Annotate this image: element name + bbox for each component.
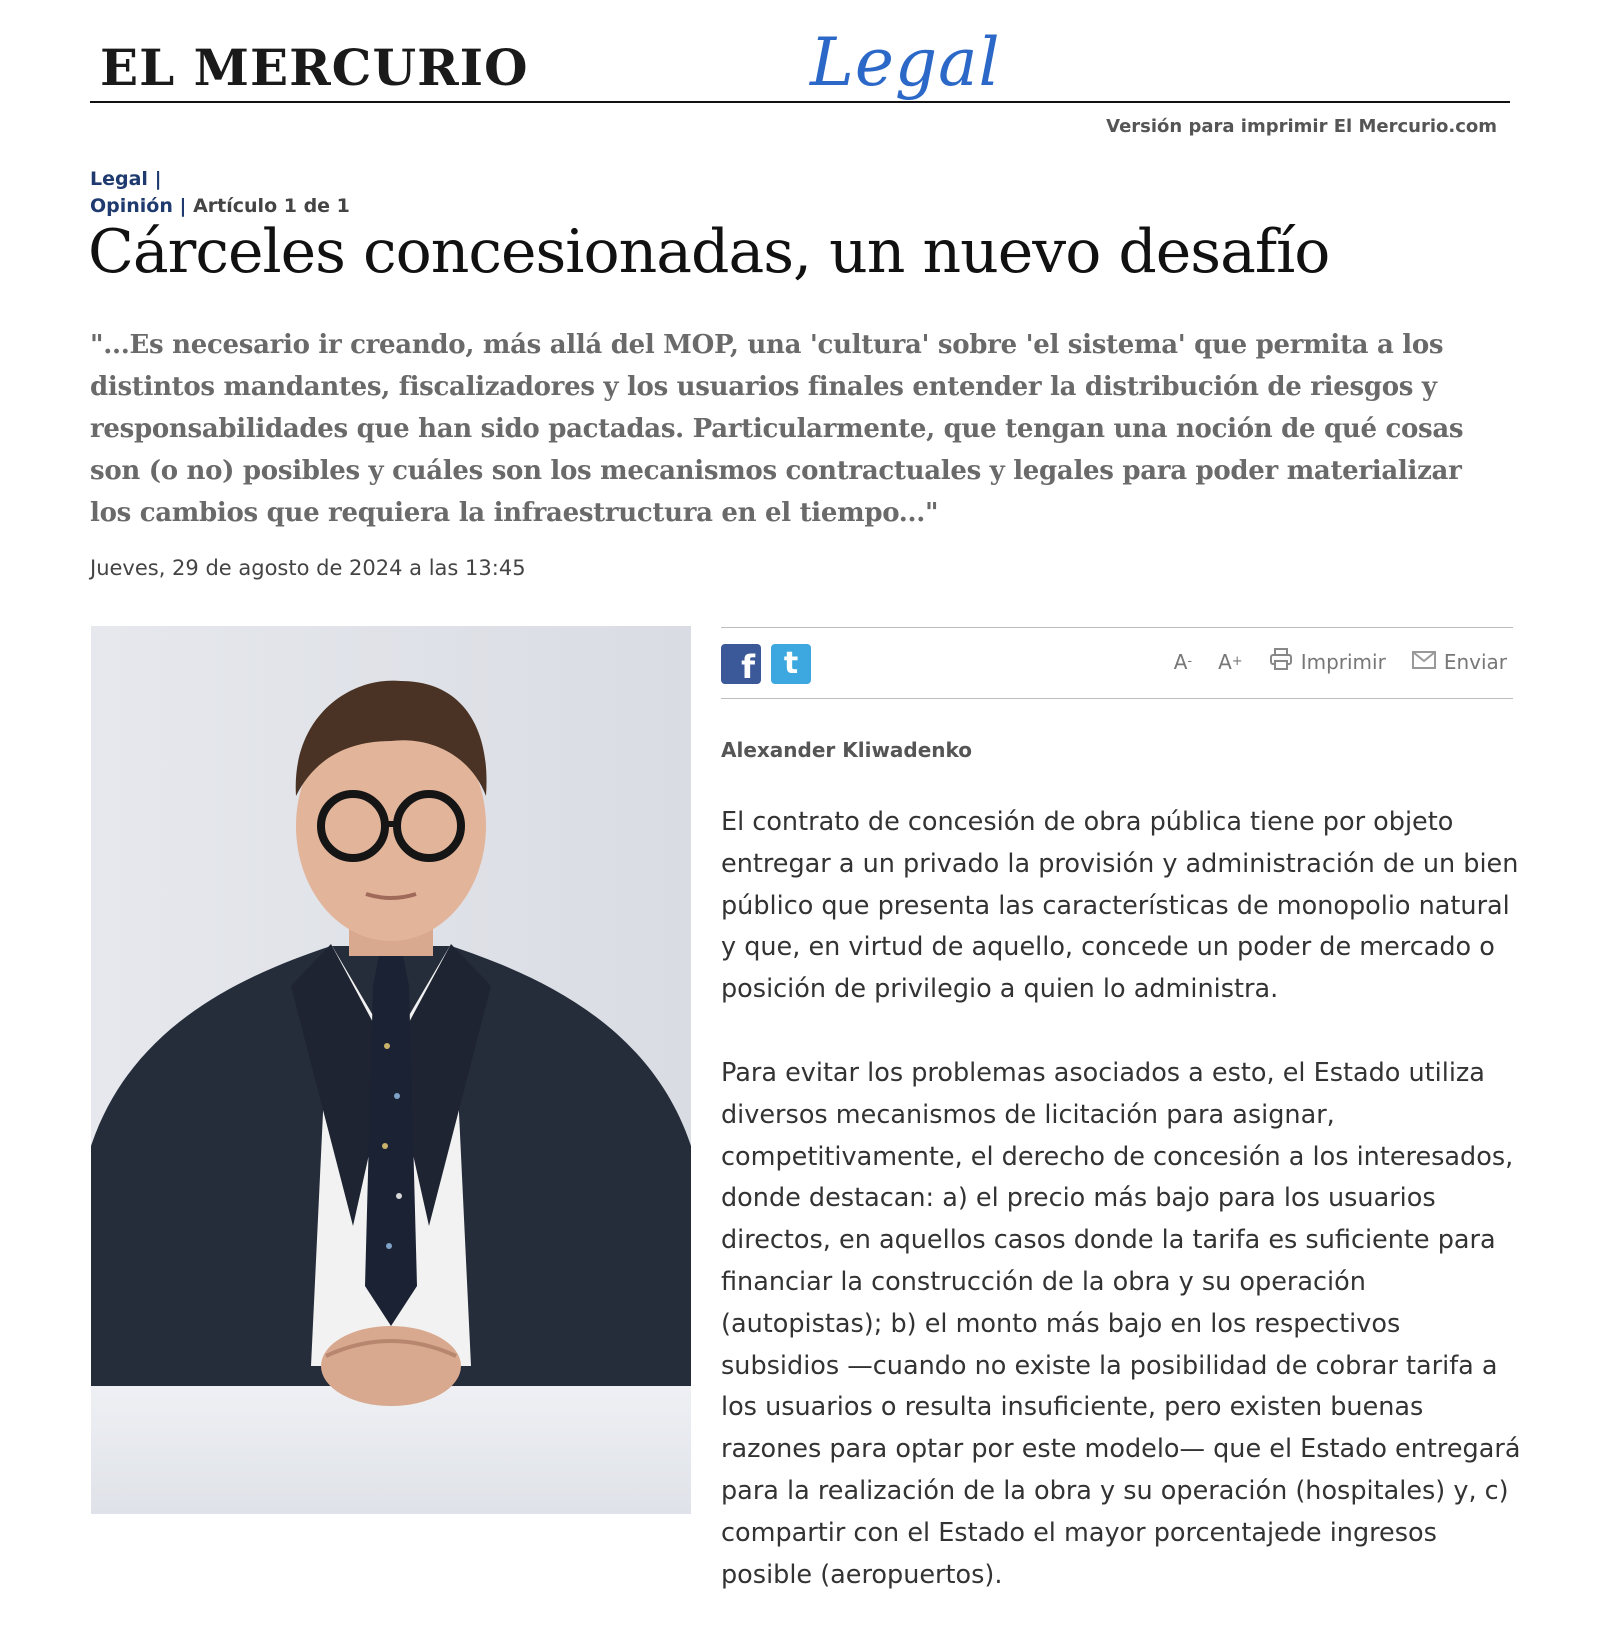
section-logo-legal[interactable]: Legal — [810, 24, 1001, 101]
brand-logo[interactable]: EL MERCURIO — [100, 38, 529, 97]
author-photo — [91, 626, 691, 1514]
facebook-icon[interactable]: f — [721, 644, 761, 684]
article-body — [721, 802, 1521, 1638]
breadcrumb-legal[interactable]: Legal — [90, 168, 148, 190]
font-increase-label: A — [1218, 649, 1232, 674]
article-tools — [1148, 648, 1507, 675]
font-decrease-button[interactable] — [1174, 650, 1192, 674]
article-headline: Cárceles concesionadas, un nuevo desafío — [88, 217, 1330, 287]
publish-date: Jueves, 29 de agosto de 2024 a las 13:45 — [90, 556, 526, 580]
share-toolbar — [721, 627, 1513, 699]
printer-icon — [1269, 648, 1293, 675]
breadcrumb-row-1 — [90, 166, 350, 193]
article-counter: Artículo 1 de 1 — [193, 195, 350, 217]
font-decrease-label: A — [1173, 649, 1188, 674]
font-decrease-sup: - — [1187, 654, 1193, 669]
author-portrait-image — [91, 626, 691, 1514]
send-label: Enviar — [1443, 649, 1507, 674]
breadcrumb-separator: | — [154, 168, 162, 190]
masthead-divider — [90, 101, 1510, 103]
print-label: Imprimir — [1300, 649, 1386, 674]
send-button[interactable] — [1412, 650, 1507, 674]
twitter-icon[interactable]: t — [771, 644, 811, 684]
body-paragraph: El contrato de concesión de obra pública tiene por objeto entregar a un privado la provisión y administración de un bien público que presenta las características de monopolio natural y que, en virtud de aquello, concede un poder de mercado o posición de privilegio a quien lo administra. — [721, 807, 1519, 1005]
font-increase-button[interactable] — [1218, 650, 1243, 674]
body-paragraph: Para evitar los problemas asociados a esto, el Estado utiliza diversos mecanismos de licitación para asignar, competitivamente, el derecho de concesión a los interesados, donde destacan: a) el precio más bajo para los usuarios directos, en aquellos casos donde la tarifa es suficiente para financiar la construcción de la obra y su operación (autopistas); b) el monto más bajo en los respectivos subsidios —cuando no existe la posibilidad de cobrar tarifa a los usuarios o resulta insuficiente, pero existen buenas razones para optar por este modelo— que el Estado entregará para la realización de la obra y su operación (hospitales) y, c) compartir con el Estado el mayor porcentajede ingresos posible (aeropuertos). — [721, 1057, 1521, 1590]
envelope-icon — [1412, 650, 1436, 674]
breadcrumb-opinion[interactable]: Opinión — [90, 195, 173, 217]
author-name: Alexander Kliwadenko — [721, 738, 973, 762]
article-lead: "...Es necesario ir creando, más allá del MOP, una 'cultura' sobre 'el sistema' que permita a los distintos mandantes, fiscalizadores y los usuarios finales entender la distribución de riesgos y responsabilidades que han sido pactadas. Particularmente, que tengan una noción de qué cosas son (o no) posibles y cuáles son los mecanismos contractuales y legales para poder materializar los cambios que requiera la infraestructura en el tiempo..." — [90, 330, 1464, 528]
print-button[interactable] — [1269, 648, 1386, 675]
font-increase-sup: + — [1231, 654, 1243, 669]
masthead-bar — [90, 24, 1510, 102]
breadcrumb-separator: | — [179, 195, 187, 217]
print-version-link[interactable]: Versión para imprimir El Mercurio.com — [1106, 116, 1497, 137]
